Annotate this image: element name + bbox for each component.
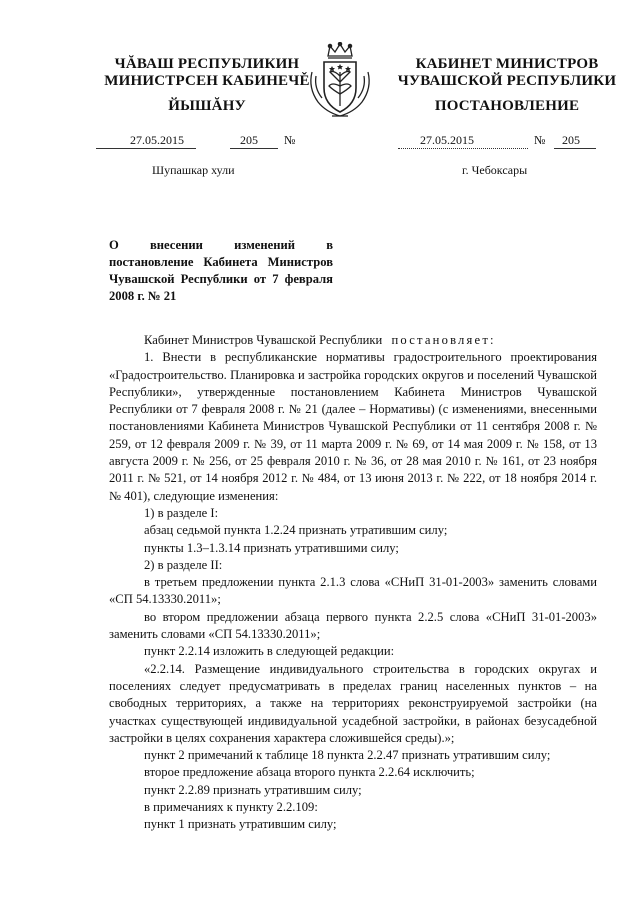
emblem-icon xyxy=(302,42,378,120)
preamble-verb: постановляет: xyxy=(391,333,496,347)
paragraph-9: «2.2.14. Размещение индивидуального строительства в городских округах и поселениях следует предусматривать в пределах границ населенных пунктов – на свободных территориях, а также на территориях реконструируемой застройки (на участках существующей индивидуальной усадебной застройки, в районах безусадебной застройки в целях сохранения характера сложившейся среды).»; xyxy=(109,661,597,745)
right-number-sign: № xyxy=(534,133,546,147)
header-right-org-line1: КАБИНЕТ МИНИСТРОВ xyxy=(415,56,599,72)
paragraph-5: 2) в разделе II: xyxy=(144,557,223,572)
header-right-doc-type: ПОСТАНОВЛЕНИЕ xyxy=(434,98,580,114)
document-body xyxy=(109,332,597,834)
header-left-org-line1: ЧĂВАШ РЕСПУБЛИКИН xyxy=(114,56,300,72)
paragraph-10: пункт 2 примечаний к таблице 18 пункта 2.2.47 признать утратившим силу; xyxy=(144,748,551,763)
paragraph-8: пункт 2.2.14 изложить в следующей редакции: xyxy=(144,644,395,659)
emblem-of-chuvashia xyxy=(302,42,378,120)
right-date: 27.05.2015 xyxy=(420,133,474,147)
paragraph-4: пункты 1.3–1.3.14 признать утратившими силу; xyxy=(144,540,399,555)
paragraph-13: в примечаниях к пункту 2.2.109: xyxy=(144,800,318,815)
header-right-org xyxy=(392,56,622,90)
right-number: 205 xyxy=(562,133,580,147)
header-left-org-line2: МИНИСТРСЕН КАБИНЕЧĚ xyxy=(104,73,310,89)
paragraph-1: 1. Внести в республиканские нормативы градостроительного проектирования «Градостроительство. Планировка и застройка городских округов и поселений Чувашской Республики», утвержденные постановлением Кабинета Министров Чувашской Республики от 7 февраля 2008 г. № 21 (далее – Нормативы) (с изменениями, внесенными постановлениями Кабинета Министров Чувашской Республики от 11 сентября 2008 г. № 259, от 12 февраля 2009 г. № 39, от 11 марта 2009 г. № 69, от 14 мая 2009 г. № 158, от 13 августа 2009 г. № 256, от 25 февраля 2010 г. № 36, от 28 мая 2010 г. № 161, от 23 ноября 2011 г. № 521, от 14 ноября 2012 г. № 484, от 13 июня 2013 г. № 222, от 18 ноября 2014 г. № 401), следующие изменения: xyxy=(109,350,597,503)
paragraph-2: 1) в разделе I: xyxy=(144,505,219,520)
header-left-org xyxy=(92,56,322,90)
paragraph-6: в третьем предложении пункта 2.1.3 слова «СНиП 31-01-2003» заменить словами «СП 54.13330.2011»; xyxy=(109,575,597,607)
preamble-org: Кабинет Министров Чувашской Республики xyxy=(144,333,383,347)
paragraph-7: во втором предложении абзаца первого пункта 2.2.5 слова «СНиП 31-01-2003» заменить словами «СП 54.13330.2011»; xyxy=(109,609,597,642)
paragraph-14: пункт 1 признать утратившим силу; xyxy=(144,817,337,832)
paragraph-3: абзац седьмой пункта 1.2.24 признать утратившим силу; xyxy=(144,523,448,538)
left-date: 27.05.2015 xyxy=(130,133,184,147)
paragraph-11: второе предложение абзаца второго пункта 2.2.64 исключить; xyxy=(144,765,475,780)
left-city: Шупашкар хули xyxy=(152,163,235,177)
preamble xyxy=(109,332,597,349)
right-city: г. Чебоксары xyxy=(462,163,528,177)
left-number-sign: № xyxy=(284,133,296,147)
document-title: О внесении изменений в постановление Кабинета Министров Чувашской Республики от 7 февраля 2008 г. № 21 xyxy=(109,238,333,303)
header-right-org-line2: ЧУВАШСКОЙ РЕСПУБЛИКИ xyxy=(397,73,617,89)
left-number: 205 xyxy=(240,133,258,147)
paragraph-12: пункт 2.2.89 признать утратившим силу; xyxy=(144,782,362,797)
header-left-doc-type: ЙЫШĂНУ xyxy=(168,98,246,114)
